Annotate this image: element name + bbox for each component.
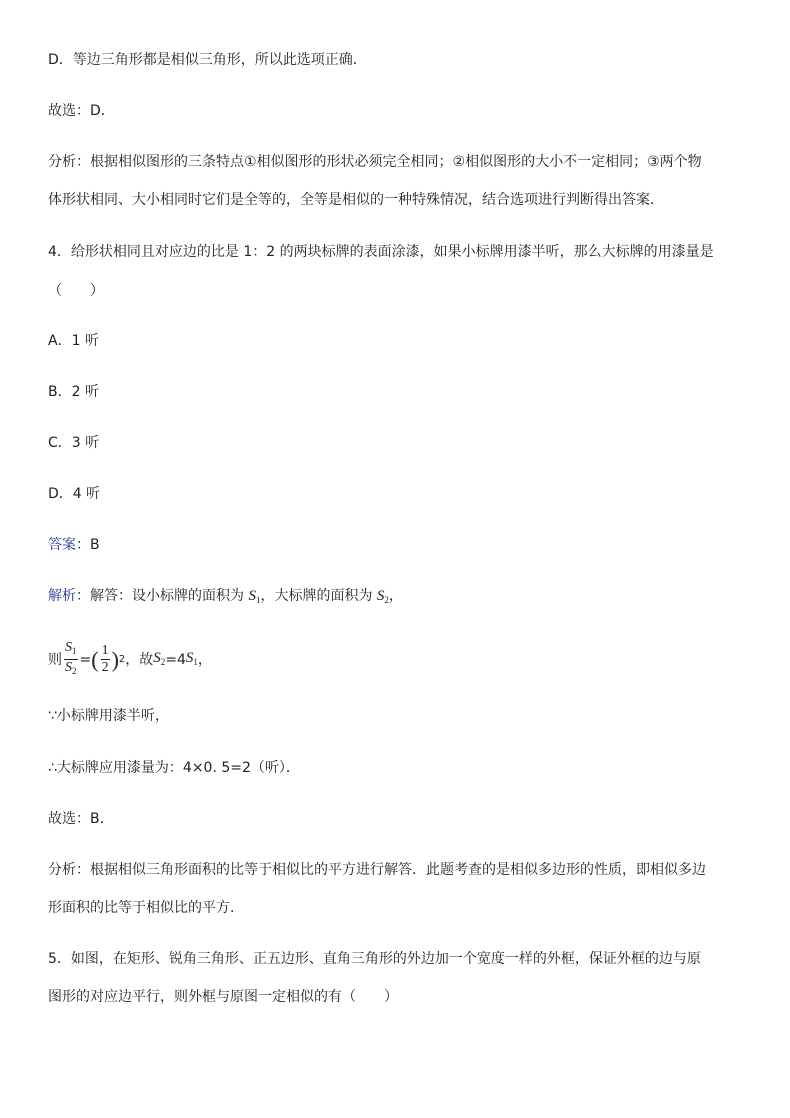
s2-symbol-b: $S_2$ (153, 649, 166, 667)
exponent: 2 (118, 653, 126, 665)
fraction-s1-over-s2: $\frac{S_1}{S_2}$ (65, 640, 77, 676)
formula-tail-2: =4 (165, 651, 186, 668)
question-5-stem-2: 图形的对应边平行，则外框与原图一定相似的有（ ） (48, 989, 398, 1005)
question-5-stem-1: 5．如图，在矩形、锐角三角形、正五边形、直角三角形的外边加一个宽度一样的外框，保证外框的边与原 (48, 951, 701, 967)
prev-analysis-line-2: 体形状相同、大小相同时它们是全等的，全等是相似的一种特殊情况，结合选项进行判断得出答案． (48, 192, 664, 208)
right-paren: ) (111, 646, 119, 672)
option-c: C．3 听 (48, 435, 100, 451)
option-b: B．2 听 (48, 384, 99, 400)
question-4-blank: （ ） (48, 283, 104, 299)
answer-value: ：B (76, 537, 100, 553)
equals-sign: = (79, 651, 92, 668)
question-4-stem: 4．给形状相同且对应边的比是 1：2 的两块标牌的表面涂漆，如果小标牌用漆半听，那么大标牌的用漆量是 (48, 244, 714, 260)
choice-line: 故选：B． (48, 811, 114, 827)
prev-choice: 故选：D． (48, 103, 115, 119)
therefore-line: ∴大标牌应用漆量为：4×0. 5=2（听）． (48, 760, 300, 776)
ze-text: 则 (48, 651, 62, 668)
option-d-explanation: D．等边三角形都是相似三角形，所以此选项正确． (48, 52, 367, 68)
formula-tail-3: ， (197, 651, 212, 668)
s1-symbol-b: $S_1$ (185, 649, 198, 667)
analysis-text-1: ：解答：设小标牌的面积为 (76, 588, 249, 604)
analysis-text-3: ， (388, 588, 403, 604)
formula-tail-1: ，故 (125, 651, 154, 668)
analysis-label: 解析 (48, 588, 76, 604)
answer-line (48, 535, 100, 555)
left-paren: ( (91, 646, 99, 672)
s1-symbol: $S_1$ (248, 588, 261, 605)
prev-analysis-line-1: 分析：根据相似图形的三条特点①相似图形的形状必须完全相同；②相似图形的大小不一定相同；③两个物 (48, 154, 702, 170)
analysis-text-2: ，大标牌的面积为 (260, 588, 377, 604)
option-d: D．4 听 (48, 486, 101, 502)
analysis-line-1: 分析：根据相似三角形面积的比等于相似比的平方进行解答．此题考查的是相似多边形的性质，即相似多边 (48, 862, 706, 878)
ratio-formula-line (48, 640, 212, 679)
analysis-line (48, 586, 403, 610)
ratio-formula (48, 640, 212, 679)
option-a: A．1 听 (48, 333, 99, 349)
fraction-one-half: $\frac{1}{2}$ (101, 643, 109, 675)
answer-label: 答案 (48, 537, 76, 553)
because-line: ∵小标牌用漆半听， (48, 708, 169, 724)
analysis-line-2: 形面积的比等于相似比的平方． (48, 900, 244, 916)
s2-symbol: $S_2$ (376, 588, 389, 605)
